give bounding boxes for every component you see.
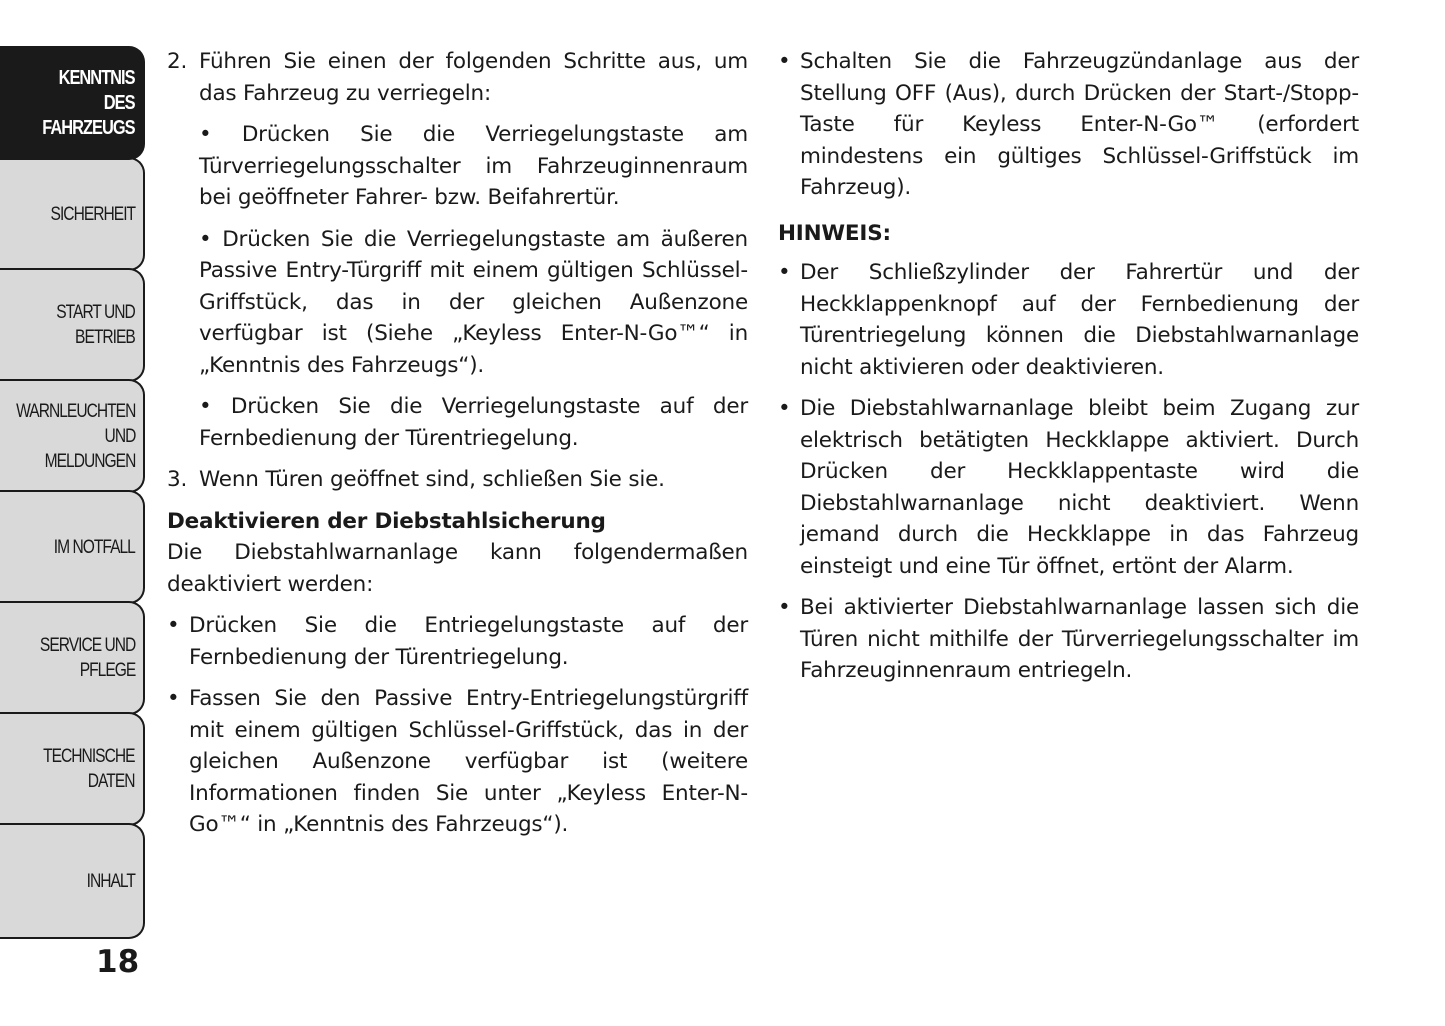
list-item <box>167 610 748 673</box>
page-number: 18 <box>96 944 140 980</box>
tab-label: KENNTNIS DES FAHRZEUGS <box>42 66 136 139</box>
step-text: Führen Sie einen der folgenden Schritte aus, um das Fahrzeug zu verriegeln: <box>199 49 748 106</box>
tab-inhalt[interactable] <box>0 823 145 939</box>
step-2 <box>167 46 748 109</box>
note-item <box>778 257 1359 383</box>
list-item <box>778 46 1359 204</box>
list-item-text: Schalten Sie die Fahrzeugzündanlage aus der Stellung OFF (Aus), durch Drücken der Start-/Stopp-Taste für Keyless Enter-N-Go™ (erfordert mindestens ein gültiges Schlüssel-Griffstück im Fahrzeug). <box>800 49 1359 200</box>
tab-label: SERVICE UND PFLEGE <box>39 635 135 681</box>
tab-im-notfall[interactable] <box>0 490 145 604</box>
tab-label: IM NOTFALL <box>53 536 135 558</box>
note-item-text: Der Schließzylinder der Fahrertür und der Heckklappenknopf auf der Fernbedienung der Türentriegelung können die Diebstahlwarnanlage nicht aktivieren oder deaktivieren. <box>800 260 1359 380</box>
step-number: 3. <box>167 467 188 492</box>
note-heading: HINWEIS: <box>778 220 891 246</box>
bullet-glyph: • <box>778 396 791 421</box>
step-2-option: • Drücken Sie die Verriegelungstaste am Türverriegelungsschalter im Fahrzeuginnenraum bei geöffneter Fahrer- bzw. Beifahrertür. <box>199 122 748 210</box>
note-item <box>778 592 1359 687</box>
bullet-glyph: • <box>167 613 180 638</box>
tab-sicherheit[interactable] <box>0 157 145 271</box>
right-column <box>778 46 1359 697</box>
tab-label: START UND BETRIEB <box>56 302 135 348</box>
step-2-option: • Drücken Sie die Verriegelungstaste auf der Fernbedienung der Türentriegelung. <box>199 394 748 451</box>
note-item <box>778 393 1359 582</box>
list-item-text: Drücken Sie die Entriegelungstaste auf der Fernbedienung der Türentriegelung. <box>189 613 748 670</box>
tab-service-und-pflege[interactable] <box>0 601 145 715</box>
left-column <box>167 46 748 851</box>
step-number: 2. <box>167 49 188 74</box>
list-item <box>167 683 748 841</box>
note-item-text: Bei aktivierter Diebstahlwarnanlage lassen sich die Türen nicht mithilfe der Türverriegelungsschalter im Fahrzeuginnenraum entriegeln. <box>800 595 1359 683</box>
bullet-glyph: • <box>778 260 791 285</box>
step-3 <box>167 464 748 496</box>
bullet-glyph: • <box>167 686 180 711</box>
bullet-glyph: • <box>778 595 791 620</box>
list-item-text: Fassen Sie den Passive Entry-Entriegelungstürgriff mit einem gültigen Schlüssel-Griffstück, das in der gleichen Außenzone verfügbar ist (weitere Informationen finden Sie unter „Keyless Enter-N-Go™“ in „Kenntnis des Fahrzeugs“). <box>189 686 748 837</box>
tab-label: WARNLEUCHTEN UND MELDUNGEN <box>15 400 136 472</box>
tab-technische-daten[interactable] <box>0 712 145 826</box>
step-text: Wenn Türen geöffnet sind, schließen Sie sie. <box>199 467 665 492</box>
section-heading: Deaktivieren der Diebstahlsicherung <box>167 508 606 534</box>
section-intro: Die Diebstahlwarnanlage kann folgendermaßen deaktiviert werden: <box>167 540 748 597</box>
tab-warnleuchten-und-meldungen[interactable] <box>0 379 145 493</box>
step-2-option: • Drücken Sie die Verriegelungstaste am äußeren Passive Entry-Türgriff mit einem gültigen Schlüssel-Griffstück, das in der gleichen Außenzone verfügbar ist (Siehe „Keyless Enter-N-Go™“ in „Kenntnis des Fahrzeugs“). <box>199 226 748 378</box>
tab-label: INHALT <box>86 870 135 892</box>
tab-label: SICHERHEIT <box>50 203 135 225</box>
bullet-glyph: • <box>778 49 791 74</box>
tab-kenntnis-des-fahrzeugs[interactable] <box>0 46 145 160</box>
tab-start-und-betrieb[interactable] <box>0 268 145 382</box>
tab-label: TECHNISCHE DATEN <box>43 746 135 792</box>
note-item-text: Die Diebstahlwarnanlage bleibt beim Zugang zur elektrisch betätigten Heckklappe aktiviert. Durch Drücken der Heckklappentaste wird die Diebstahlwarnanlage nicht deaktiviert. Wenn jemand durch die Heckklappe in das Fahrzeug einsteigt und eine Tür öffnet, ertönt der Alarm. <box>800 396 1359 579</box>
